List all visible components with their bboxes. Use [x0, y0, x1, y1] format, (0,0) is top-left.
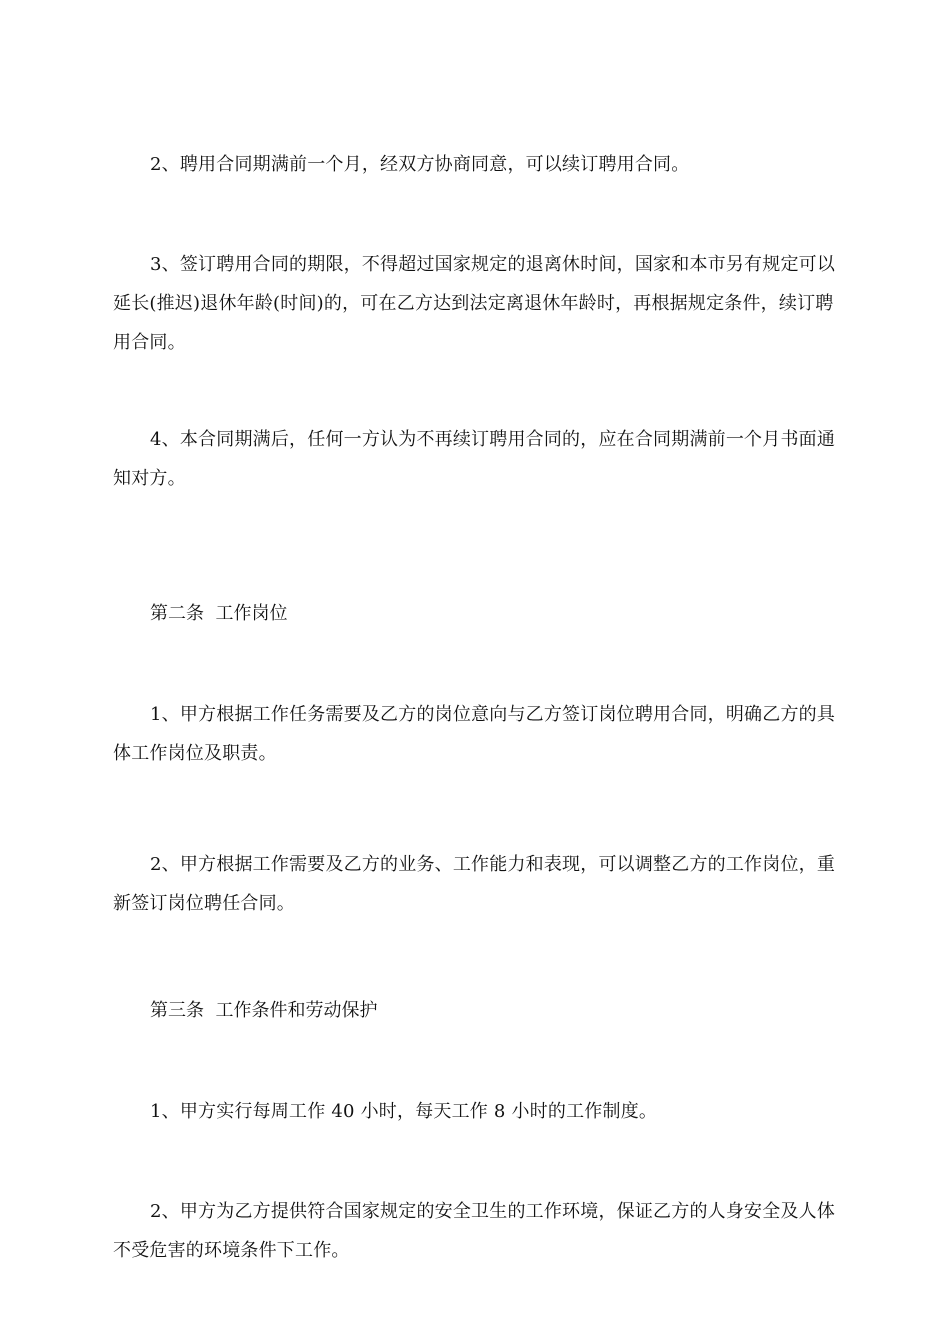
clause-renewal-paragraph: 2、聘用合同期满前一个月，经双方协商同意，可以续订聘用合同。 [150, 154, 690, 175]
clause-term-limit-paragraph: 3、签订聘用合同的期限，不得超过国家规定的退离休时间，国家和本市另有规定可以延长(推迟)退休年龄(时间)的，可在乙方达到法定离退休年龄时，再根据规定条件，续订聘用合同。 [113, 254, 836, 353]
article-two-heading: 第二条 工作岗位 [150, 603, 288, 624]
working-hours-paragraph: 1、甲方实行每周工作 40 小时，每天工作 8 小时的工作制度。 [150, 1101, 658, 1122]
clause-non-renewal-paragraph: 4、本合同期满后，任何一方认为不再续订聘用合同的，应在合同期满前一个月书面通知对方。 [113, 429, 836, 489]
article-three-heading: 第三条 工作条件和劳动保护 [150, 1000, 378, 1021]
job-position-paragraph-2: 2、甲方根据工作需要及乙方的业务、工作能力和表现，可以调整乙方的工作岗位，重新签订岗位聘任合同。 [113, 854, 836, 914]
job-position-paragraph-1: 1、甲方根据工作任务需要及乙方的岗位意向与乙方签订岗位聘用合同，明确乙方的具体工作岗位及职责。 [113, 704, 836, 764]
safety-conditions-paragraph: 2、甲方为乙方提供符合国家规定的安全卫生的工作环境，保证乙方的人身安全及人体不受危害的环境条件下工作。 [113, 1201, 836, 1261]
